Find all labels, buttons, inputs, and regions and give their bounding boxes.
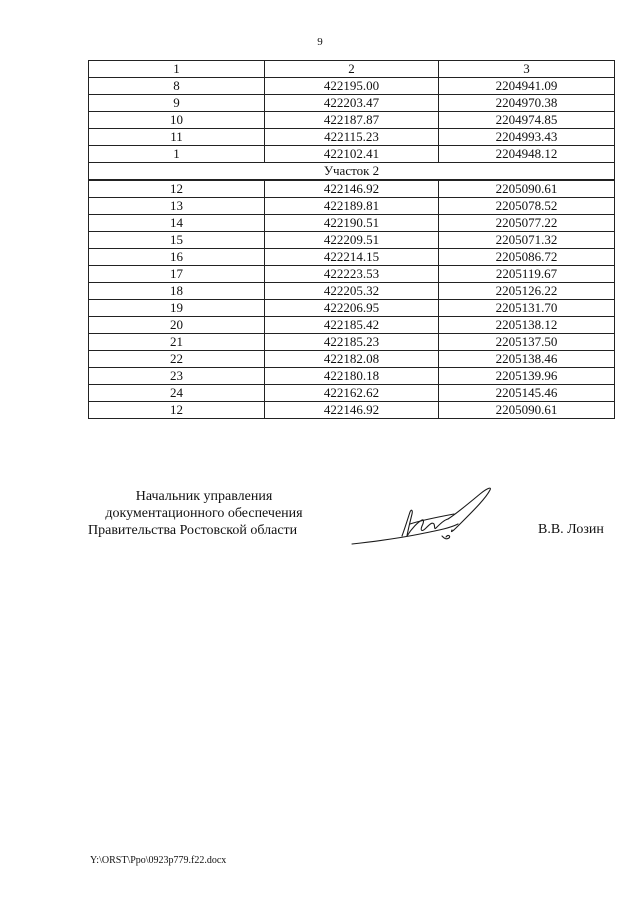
cell-y-coordinate: 2205090.61 bbox=[439, 402, 615, 419]
cell-point-number: 18 bbox=[89, 283, 265, 300]
cell-x-coordinate: 422185.23 bbox=[265, 334, 439, 351]
cell-y-coordinate: 2205078.52 bbox=[439, 198, 615, 215]
cell-y-coordinate: 2205145.46 bbox=[439, 385, 615, 402]
cell-point-number: 21 bbox=[89, 334, 265, 351]
cell-y-coordinate: 2204974.85 bbox=[439, 112, 615, 129]
cell-y-coordinate: 2205077.22 bbox=[439, 215, 615, 232]
cell-y-coordinate: 2205138.12 bbox=[439, 317, 615, 334]
table-row bbox=[89, 368, 615, 385]
table-row bbox=[89, 180, 615, 198]
cell-y-coordinate: 2205086.72 bbox=[439, 249, 615, 266]
table-row bbox=[89, 232, 615, 249]
cell-x-coordinate: 422146.92 bbox=[265, 402, 439, 419]
cell-point-number: 20 bbox=[89, 317, 265, 334]
cell-x-coordinate: 422180.18 bbox=[265, 368, 439, 385]
cell-point-number: 11 bbox=[89, 129, 265, 146]
cell-x-coordinate: 422189.81 bbox=[265, 198, 439, 215]
cell-point-number: 22 bbox=[89, 351, 265, 368]
section-row bbox=[89, 163, 615, 181]
cell-y-coordinate: 2205090.61 bbox=[439, 180, 615, 198]
cell-x-coordinate: 422195.00 bbox=[265, 78, 439, 95]
header-cell-point: 1 bbox=[89, 61, 265, 78]
table-row bbox=[89, 129, 615, 146]
cell-y-coordinate: 2205126.22 bbox=[439, 283, 615, 300]
table-row bbox=[89, 300, 615, 317]
cell-point-number: 9 bbox=[89, 95, 265, 112]
signature-title-block bbox=[90, 488, 318, 539]
cell-point-number: 16 bbox=[89, 249, 265, 266]
cell-x-coordinate: 422214.15 bbox=[265, 249, 439, 266]
table-row bbox=[89, 198, 615, 215]
table-row bbox=[89, 215, 615, 232]
table-row bbox=[89, 334, 615, 351]
handwritten-signature bbox=[350, 484, 500, 550]
cell-point-number: 19 bbox=[89, 300, 265, 317]
cell-y-coordinate: 2204941.09 bbox=[439, 78, 615, 95]
signer-title-line-1: Начальник управления bbox=[135, 489, 273, 504]
cell-x-coordinate: 422223.53 bbox=[265, 266, 439, 283]
cell-point-number: 23 bbox=[89, 368, 265, 385]
cell-point-number: 14 bbox=[89, 215, 265, 232]
cell-point-number: 15 bbox=[89, 232, 265, 249]
cell-y-coordinate: 2205071.32 bbox=[439, 232, 615, 249]
cell-x-coordinate: 422185.42 bbox=[265, 317, 439, 334]
cell-x-coordinate: 422115.23 bbox=[265, 129, 439, 146]
cell-x-coordinate: 422190.51 bbox=[265, 215, 439, 232]
table-row bbox=[89, 283, 615, 300]
cell-x-coordinate: 422102.41 bbox=[265, 146, 439, 163]
header-cell-x: 2 bbox=[265, 61, 439, 78]
page-number: 9 bbox=[317, 36, 323, 48]
cell-y-coordinate: 2205138.46 bbox=[439, 351, 615, 368]
cell-point-number: 17 bbox=[89, 266, 265, 283]
section-label: Участок 2 bbox=[89, 163, 615, 181]
table-row bbox=[89, 266, 615, 283]
header-cell-y: 3 bbox=[439, 61, 615, 78]
cell-y-coordinate: 2205139.96 bbox=[439, 368, 615, 385]
table-row bbox=[89, 112, 615, 129]
cell-point-number: 12 bbox=[89, 180, 265, 198]
table-row bbox=[89, 385, 615, 402]
cell-point-number: 24 bbox=[89, 385, 265, 402]
cell-point-number: 13 bbox=[89, 198, 265, 215]
signer-title-line-3: Правительства Ростовской области bbox=[88, 523, 298, 538]
table-row bbox=[89, 146, 615, 163]
signer-name: В.В. Лозин bbox=[538, 522, 604, 537]
cell-y-coordinate: 2204970.38 bbox=[439, 95, 615, 112]
cell-point-number: 12 bbox=[89, 402, 265, 419]
cell-x-coordinate: 422162.62 bbox=[265, 385, 439, 402]
cell-x-coordinate: 422203.47 bbox=[265, 95, 439, 112]
file-path: Y:\ORST\Ppo\0923p779.f22.docx bbox=[90, 855, 227, 866]
signer-title-line-2: документационного обеспечения bbox=[105, 506, 303, 521]
table-row bbox=[89, 402, 615, 419]
table-row bbox=[89, 95, 615, 112]
table-row bbox=[89, 249, 615, 266]
coordinates-table-body bbox=[89, 61, 615, 419]
cell-point-number: 10 bbox=[89, 112, 265, 129]
cell-point-number: 8 bbox=[89, 78, 265, 95]
cell-point-number: 1 bbox=[89, 146, 265, 163]
cell-x-coordinate: 422146.92 bbox=[265, 180, 439, 198]
table-row bbox=[89, 78, 615, 95]
table-row bbox=[89, 351, 615, 368]
cell-x-coordinate: 422206.95 bbox=[265, 300, 439, 317]
table-header-row bbox=[89, 61, 615, 78]
cell-y-coordinate: 2204993.43 bbox=[439, 129, 615, 146]
cell-y-coordinate: 2204948.12 bbox=[439, 146, 615, 163]
cell-y-coordinate: 2205131.70 bbox=[439, 300, 615, 317]
cell-y-coordinate: 2205119.67 bbox=[439, 266, 615, 283]
cell-x-coordinate: 422182.08 bbox=[265, 351, 439, 368]
cell-x-coordinate: 422209.51 bbox=[265, 232, 439, 249]
cell-x-coordinate: 422187.87 bbox=[265, 112, 439, 129]
coordinates-table bbox=[88, 60, 615, 419]
table-row bbox=[89, 317, 615, 334]
cell-y-coordinate: 2205137.50 bbox=[439, 334, 615, 351]
cell-x-coordinate: 422205.32 bbox=[265, 283, 439, 300]
